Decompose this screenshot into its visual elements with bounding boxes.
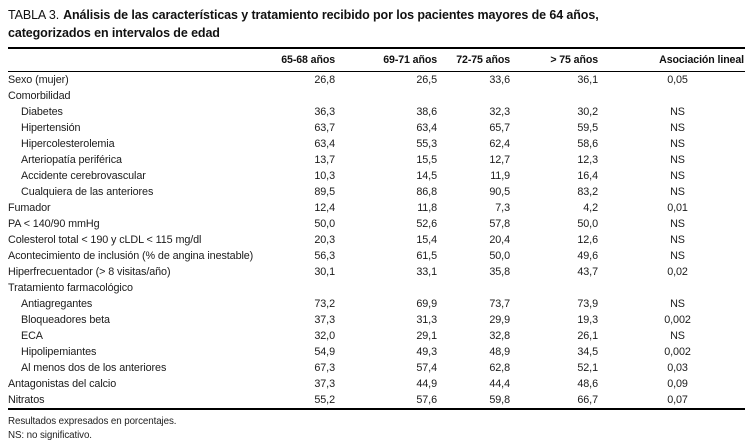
- row-label: Cualquiera de las anteriores: [21, 186, 154, 198]
- cell-value: 14,5: [416, 170, 437, 182]
- cell-linear-association: NS: [670, 106, 685, 118]
- table-row: [8, 232, 745, 248]
- cell-value: 44,4: [489, 378, 510, 390]
- cell-value: 62,4: [489, 138, 510, 150]
- cell-value: 63,4: [416, 122, 437, 134]
- cell-value: 33,6: [489, 74, 510, 86]
- cell-value: 30,2: [577, 106, 598, 118]
- cell-linear-association: 0,03: [667, 362, 688, 374]
- cell-linear-association: NS: [670, 138, 685, 150]
- table-row: [8, 200, 745, 216]
- cell-value: 55,3: [416, 138, 437, 150]
- cell-value: 62,8: [489, 362, 510, 374]
- row-label: Arteriopatía periférica: [21, 154, 122, 166]
- cell-linear-association: NS: [670, 234, 685, 246]
- cell-value: 50,0: [577, 218, 598, 230]
- row-label: Hiperfrecuentador (> 8 visitas/año): [8, 266, 171, 278]
- column-header-72-75: 72-75 años: [449, 48, 522, 72]
- cell-linear-association: 0,07: [667, 394, 688, 406]
- row-label: Fumador: [8, 202, 51, 214]
- cell-value: 83,2: [577, 186, 598, 198]
- cell-value: 63,7: [314, 122, 335, 134]
- table-row: [8, 328, 745, 344]
- row-label: Accidente cerebrovascular: [21, 170, 146, 182]
- table-row: [8, 296, 745, 312]
- table-row: [8, 88, 745, 104]
- cell-value: 57,4: [416, 362, 437, 374]
- column-header-65-68: 65-68 años: [270, 48, 347, 72]
- cell-value: 20,4: [489, 234, 510, 246]
- cell-linear-association: [610, 88, 745, 104]
- table-row: [8, 216, 745, 232]
- row-label: Hipolipemiantes: [21, 346, 97, 358]
- cell-linear-association: 0,09: [667, 378, 688, 390]
- row-label: Bloqueadores beta: [21, 314, 110, 326]
- cell-value: 11,8: [417, 202, 437, 214]
- cell-linear-association: NS: [670, 122, 685, 134]
- cell-value: 67,3: [314, 362, 335, 374]
- row-label: Colesterol total < 190 y cLDL < 115 mg/dl: [8, 234, 202, 246]
- cell-value: 86,8: [416, 186, 437, 198]
- cell-value: 36,3: [314, 106, 335, 118]
- cell-linear-association: 0,002: [664, 346, 691, 358]
- row-label: Sexo (mujer): [8, 74, 69, 86]
- cell-value: 29,9: [489, 314, 510, 326]
- cell-value: 52,1: [577, 362, 598, 374]
- cell-value: 26,5: [416, 74, 437, 86]
- cell-value: 57,6: [416, 394, 437, 406]
- cell-value: 50,0: [489, 250, 510, 262]
- cell-value: 65,7: [489, 122, 510, 134]
- cell-value: 34,5: [577, 346, 598, 358]
- row-label: Al menos dos de los anteriores: [21, 362, 167, 374]
- cell-linear-association: NS: [670, 250, 685, 262]
- cell-value: 90,5: [489, 186, 510, 198]
- cell-linear-association: NS: [670, 170, 685, 182]
- cell-value: 32,0: [314, 330, 335, 342]
- cell-value: [270, 280, 347, 296]
- cell-value: 54,9: [314, 346, 335, 358]
- footnotes: [8, 415, 745, 442]
- cell-linear-association: 0,01: [667, 202, 688, 214]
- cell-value: 16,4: [577, 170, 598, 182]
- cell-value: 26,1: [577, 330, 598, 342]
- cell-value: 89,5: [314, 186, 335, 198]
- row-label: Antagonistas del calcio: [8, 378, 117, 390]
- data-table: [8, 47, 745, 410]
- footnote-percentages: Resultados expresados en porcentajes.: [8, 416, 177, 427]
- footnote-ns: NS: no significativo.: [8, 429, 92, 441]
- cell-value: [270, 88, 347, 104]
- table-row: [8, 376, 745, 392]
- cell-linear-association: 0,02: [667, 266, 688, 278]
- table-row: [8, 72, 745, 89]
- empty-header-cell: [8, 48, 270, 72]
- cell-value: 43,7: [577, 266, 598, 278]
- cell-value: 26,8: [314, 74, 335, 86]
- cell-value: 12,7: [489, 154, 510, 166]
- table-row: [8, 392, 745, 409]
- cell-value: 20,3: [314, 234, 335, 246]
- row-label: Diabetes: [21, 106, 63, 118]
- cell-value: 48,9: [489, 346, 510, 358]
- cell-value: 38,6: [416, 106, 437, 118]
- cell-value: 15,4: [416, 234, 437, 246]
- cell-value: 36,1: [577, 74, 598, 86]
- table-row: [8, 104, 745, 120]
- cell-linear-association: NS: [670, 154, 685, 166]
- cell-value: 37,3: [314, 378, 335, 390]
- cell-value: 73,2: [314, 298, 335, 310]
- cell-value: 69,9: [416, 298, 437, 310]
- cell-linear-association: NS: [670, 186, 685, 198]
- cell-value: 32,8: [489, 330, 510, 342]
- table-row: [8, 360, 745, 376]
- cell-value: 58,6: [577, 138, 598, 150]
- cell-linear-association: NS: [670, 218, 685, 230]
- cell-value: [522, 280, 610, 296]
- cell-value: 33,1: [416, 266, 437, 278]
- cell-value: 48,6: [577, 378, 598, 390]
- cell-value: 55,2: [314, 394, 335, 406]
- table-row: [8, 344, 745, 360]
- table-body: [8, 72, 745, 410]
- row-label: Hipercolesterolemia: [21, 138, 115, 150]
- cell-value: 13,7: [314, 154, 335, 166]
- cell-value: 49,3: [416, 346, 437, 358]
- cell-value: [347, 88, 449, 104]
- table-title-text-line1: Análisis de las características y tratamiento recibido por los pacientes mayores de 64 años,: [63, 8, 599, 22]
- cell-linear-association: 0,05: [667, 74, 688, 86]
- table-title-line1: [8, 6, 745, 24]
- cell-value: 49,6: [577, 250, 598, 262]
- column-header-linear-association: Asociación lineal: [610, 48, 745, 72]
- cell-value: 11,9: [490, 170, 510, 182]
- cell-value: 37,3: [314, 314, 335, 326]
- cell-linear-association: NS: [670, 330, 685, 342]
- cell-value: [347, 280, 449, 296]
- table-title-text-line2: categorizados en intervalos de edad: [8, 26, 220, 40]
- row-label: ECA: [21, 330, 43, 342]
- cell-linear-association: [610, 280, 745, 296]
- table-row: [8, 264, 745, 280]
- cell-value: 31,3: [416, 314, 437, 326]
- table-row: [8, 168, 745, 184]
- cell-value: 73,9: [577, 298, 598, 310]
- cell-value: 12,3: [577, 154, 598, 166]
- cell-value: 61,5: [416, 250, 437, 262]
- cell-value: 4,2: [583, 202, 598, 214]
- header-row: [8, 48, 745, 72]
- cell-value: 59,8: [489, 394, 510, 406]
- cell-value: 52,6: [416, 218, 437, 230]
- cell-value: 44,9: [416, 378, 437, 390]
- table-row: [8, 152, 745, 168]
- table-row: [8, 184, 745, 200]
- row-label: Tratamiento farmacológico: [8, 282, 133, 294]
- cell-linear-association: 0,002: [664, 314, 691, 326]
- cell-value: 73,7: [489, 298, 510, 310]
- column-header-over-75: > 75 años: [522, 48, 610, 72]
- row-label: Hipertensión: [21, 122, 81, 134]
- cell-value: 35,8: [489, 266, 510, 278]
- cell-value: 15,5: [416, 154, 437, 166]
- row-label: PA < 140/90 mmHg: [8, 218, 100, 230]
- table-title-line2: [8, 24, 745, 42]
- cell-value: 30,1: [314, 266, 335, 278]
- table-row: [8, 120, 745, 136]
- cell-value: 63,4: [314, 138, 335, 150]
- column-header-69-71: 69-71 años: [347, 48, 449, 72]
- cell-value: [449, 88, 522, 104]
- cell-value: 57,8: [489, 218, 510, 230]
- cell-linear-association: NS: [670, 298, 685, 310]
- row-label: Nitratos: [8, 394, 45, 406]
- cell-value: 29,1: [416, 330, 437, 342]
- cell-value: 10,3: [314, 170, 335, 182]
- table-title: [8, 6, 745, 42]
- cell-value: 56,3: [314, 250, 335, 262]
- cell-value: 12,6: [577, 234, 598, 246]
- cell-value: 66,7: [577, 394, 598, 406]
- cell-value: 19,3: [577, 314, 598, 326]
- cell-value: 12,4: [314, 202, 335, 214]
- cell-value: [449, 280, 522, 296]
- cell-value: 50,0: [314, 218, 335, 230]
- table-row: [8, 312, 745, 328]
- cell-value: 7,3: [495, 202, 510, 214]
- cell-value: [522, 88, 610, 104]
- table-row: [8, 280, 745, 296]
- table-row: [8, 136, 745, 152]
- table-row: [8, 248, 745, 264]
- table-number-label: TABLA 3.: [8, 8, 60, 22]
- cell-value: 32,3: [489, 106, 510, 118]
- row-label: Acontecimiento de inclusión (% de angina inestable): [8, 250, 254, 262]
- cell-value: 59,5: [577, 122, 598, 134]
- row-label: Antiagregantes: [21, 298, 93, 310]
- row-label: Comorbilidad: [8, 90, 71, 102]
